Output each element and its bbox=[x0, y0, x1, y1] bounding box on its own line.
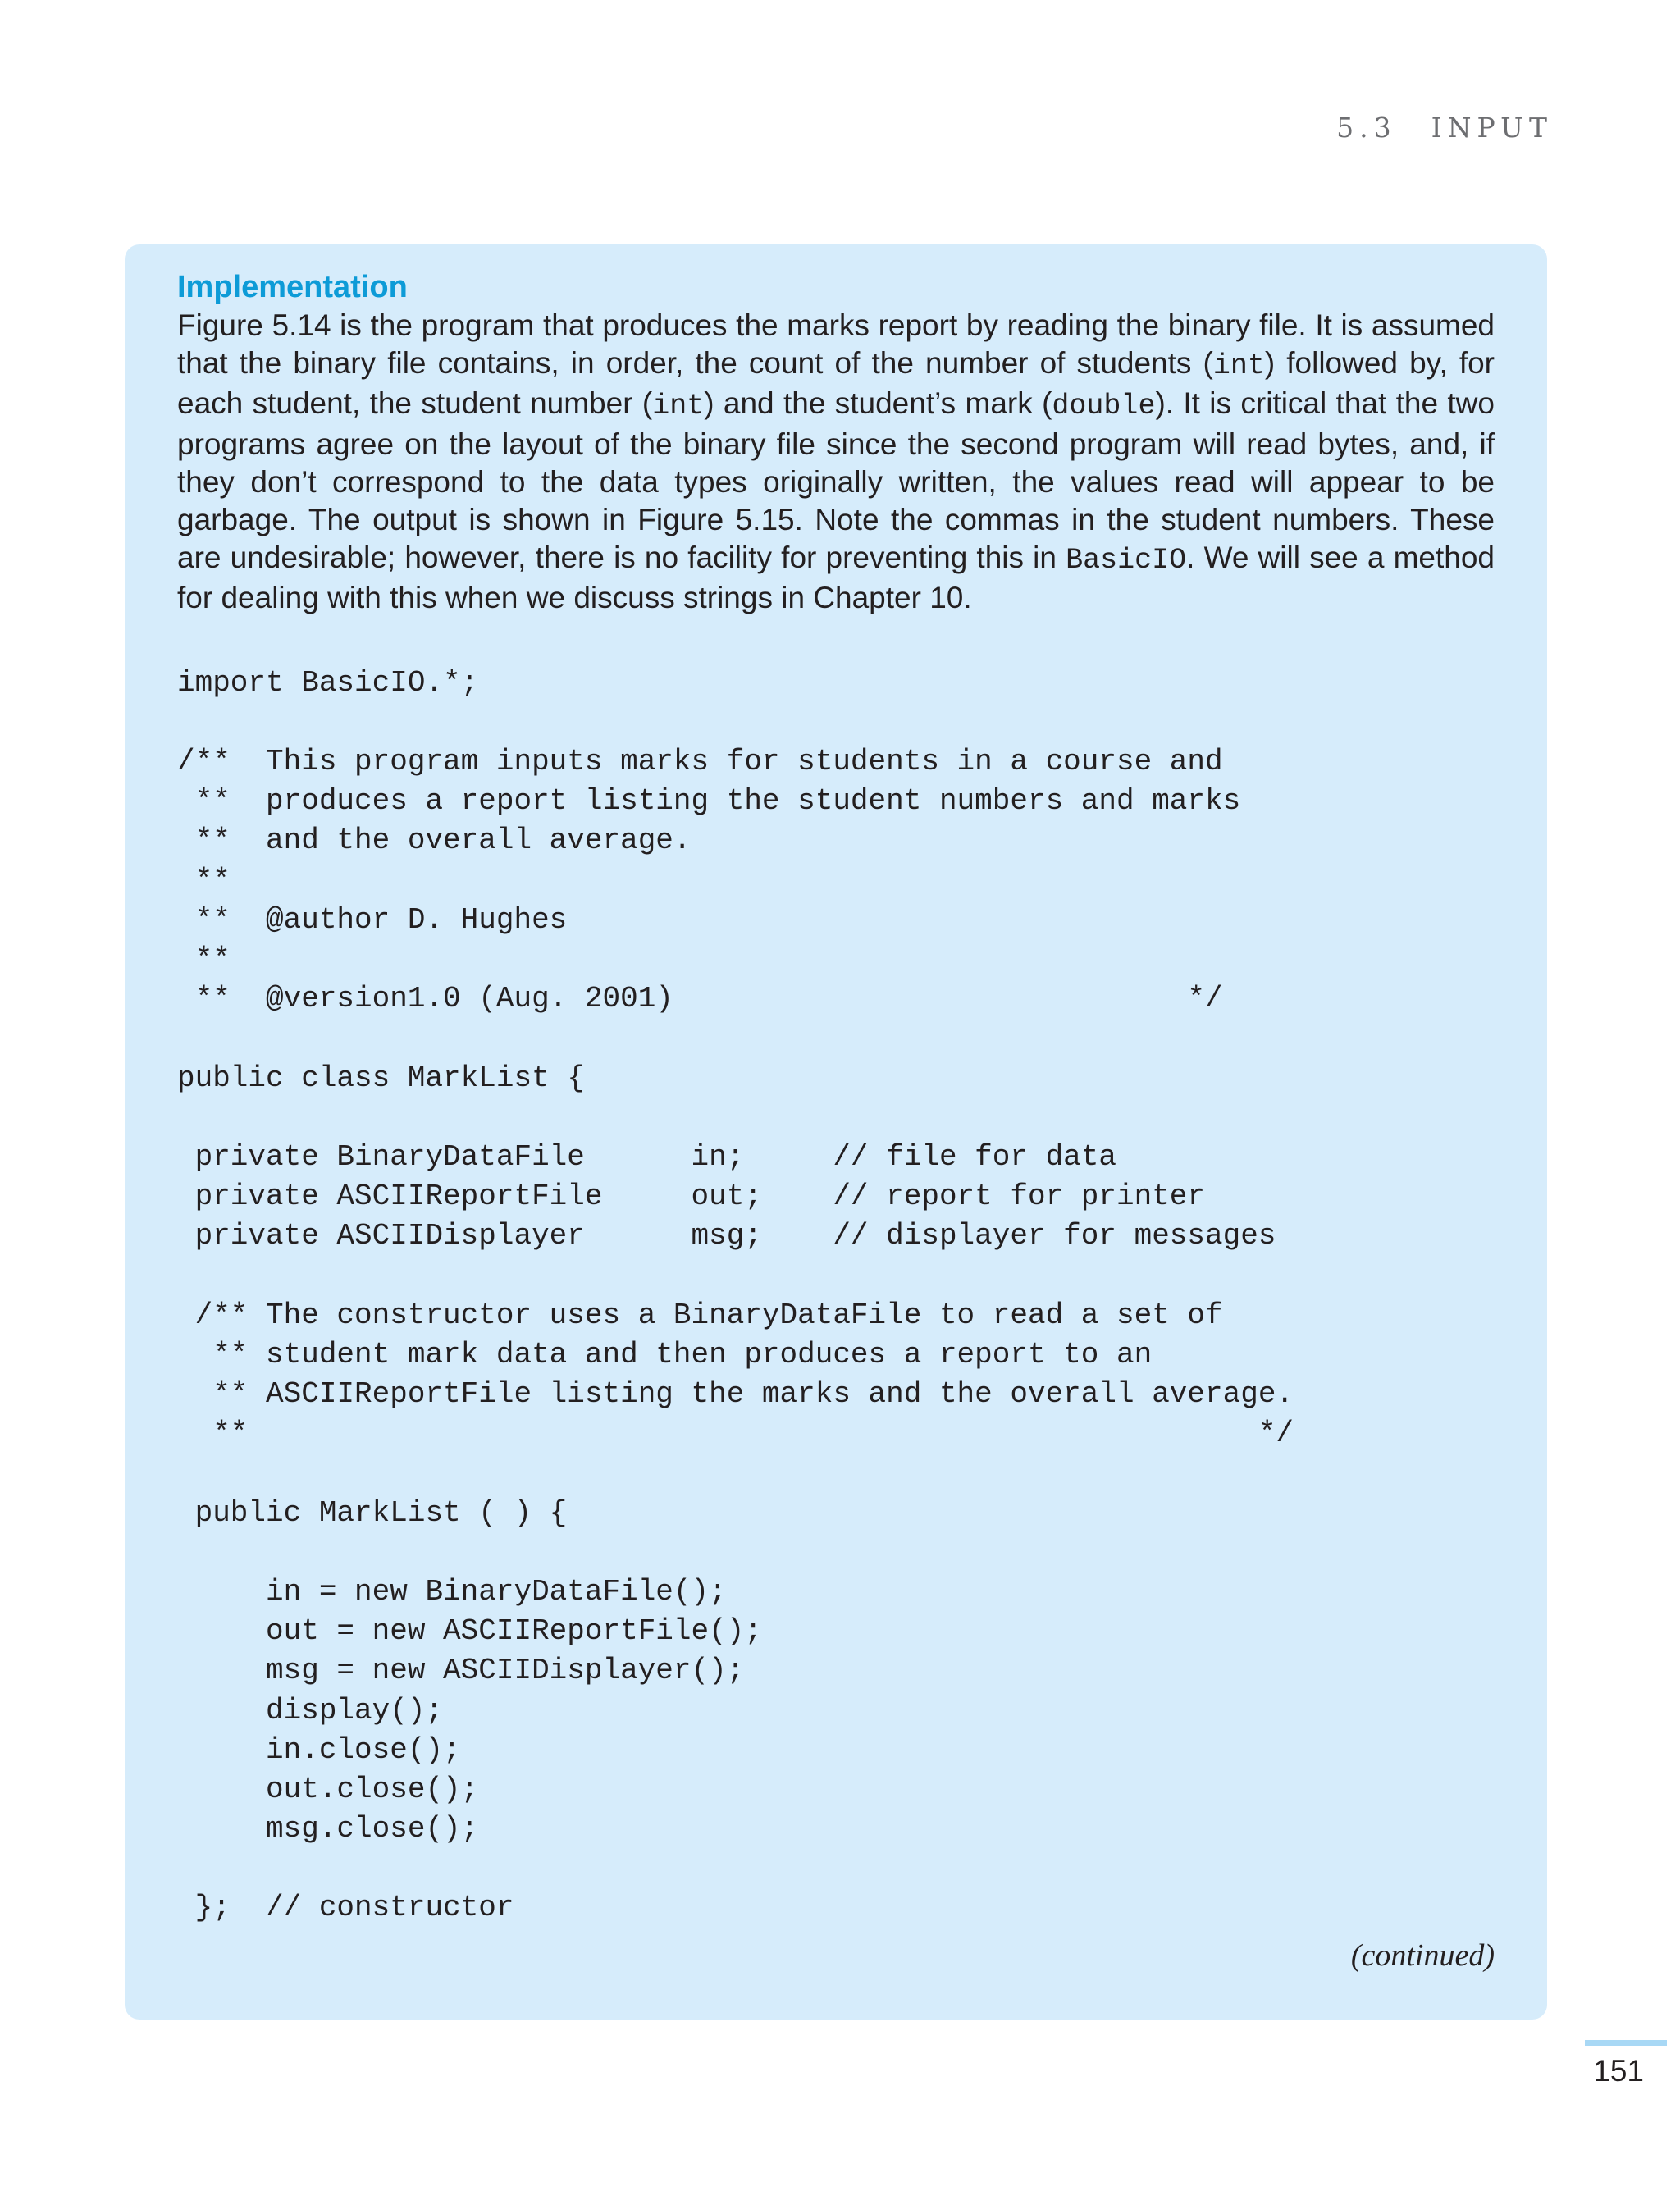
page-number-rule bbox=[1585, 2040, 1667, 2046]
code-line: /** The constructor uses a BinaryDataFile to read a set of bbox=[177, 1298, 1223, 1332]
section-title: INPUT bbox=[1431, 112, 1553, 144]
section-number: 5.3 bbox=[1336, 112, 1397, 144]
paragraph-text: . We will see a method for dealing with this when we discuss strings in Chapter 10. bbox=[177, 541, 1495, 615]
code-line: ** bbox=[177, 942, 231, 976]
code-line bbox=[177, 703, 1495, 742]
continued-note: (continued) bbox=[1350, 1938, 1495, 1973]
paragraph-text: ) and the student’s mark ( bbox=[704, 386, 1052, 421]
code-line: ** @version1.0 (Aug. 2001) */ bbox=[177, 982, 1223, 1016]
panel-paragraph bbox=[177, 307, 1495, 618]
code-line: public MarkList ( ) { bbox=[177, 1495, 568, 1530]
code-line: private BinaryDataFile in; // file for data bbox=[177, 1139, 1116, 1174]
inline-code: BasicIO bbox=[1066, 544, 1187, 577]
inline-code: int bbox=[652, 390, 705, 423]
code-line: ** */ bbox=[177, 1417, 1294, 1451]
running-head bbox=[1336, 112, 1553, 144]
code-listing bbox=[177, 664, 1495, 1928]
code-line bbox=[177, 1098, 1495, 1138]
code-line: /** This program inputs marks for students in a course and bbox=[177, 745, 1223, 778]
code-line bbox=[177, 1019, 1495, 1058]
code-line: }; // constructor bbox=[177, 1891, 514, 1925]
page-number: 151 bbox=[1593, 2054, 1644, 2088]
code-line: in.close(); bbox=[177, 1732, 461, 1767]
code-line bbox=[177, 1454, 1495, 1493]
code-line: ** student mark data and then produces a report to an bbox=[177, 1337, 1153, 1371]
code-line: out.close(); bbox=[177, 1772, 479, 1806]
code-line: ** bbox=[177, 863, 231, 897]
code-line: ** and the overall average. bbox=[177, 824, 692, 858]
inline-code: double bbox=[1052, 390, 1156, 423]
code-line: import BasicIO.*; bbox=[177, 665, 479, 700]
code-line bbox=[177, 1256, 1495, 1295]
code-line bbox=[177, 1533, 1495, 1572]
paragraph-text: Figure 5.14 is the program that produces the marks report by reading the binary file. It is assumed that the binary file contains, in order, the count of the number of students ( bbox=[177, 308, 1495, 381]
code-line: in = new BinaryDataFile(); bbox=[177, 1574, 727, 1609]
inline-code: int bbox=[1212, 349, 1265, 383]
paragraph-text: ) followed by, for each student, the student number ( bbox=[177, 346, 1495, 421]
code-line: msg.close(); bbox=[177, 1812, 479, 1846]
paragraph-text: ). It is critical that the two programs agree on the layout of the binary file since the second program will read bytes, and, if they don’t correspond to the data types originally written, the values read will appear to be garbage. The output is shown in Figure 5.15. Note the commas in the student numbers. These are undesirable; however, there is no facility for preventing this in bbox=[177, 386, 1495, 575]
code-line bbox=[177, 1849, 1495, 1888]
panel-heading: Implementation bbox=[177, 270, 408, 304]
code-line: ** @author D. Hughes bbox=[177, 902, 568, 937]
code-line: out = new ASCIIReportFile(); bbox=[177, 1614, 762, 1649]
code-line: private ASCIIReportFile out; // report for printer bbox=[177, 1180, 1206, 1214]
code-line: ** ASCIIReportFile listing the marks and the overall average. bbox=[177, 1377, 1294, 1411]
code-line: private ASCIIDisplayer msg; // displayer for messages bbox=[177, 1219, 1276, 1253]
code-line: msg = new ASCIIDisplayer(); bbox=[177, 1654, 745, 1688]
code-line: ** produces a report listing the student numbers and marks bbox=[177, 784, 1241, 819]
panel-content bbox=[177, 267, 1495, 1928]
code-line: public class MarkList { bbox=[177, 1061, 585, 1095]
code-line: display(); bbox=[177, 1693, 444, 1727]
implementation-panel bbox=[125, 244, 1547, 2020]
